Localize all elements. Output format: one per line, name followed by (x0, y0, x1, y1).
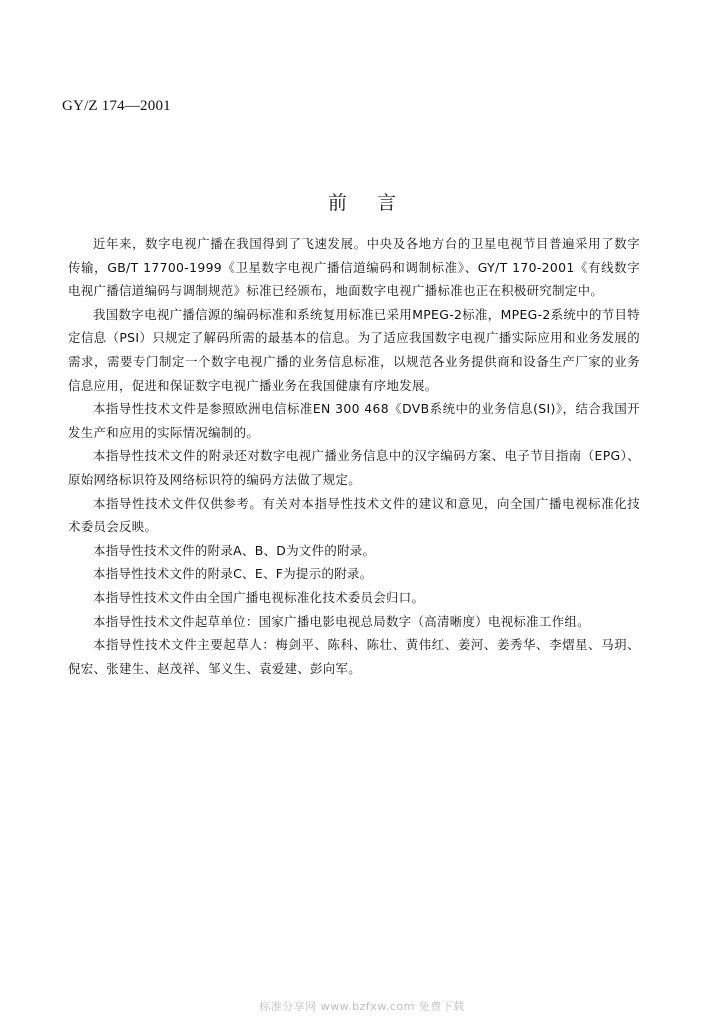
standard-code: GY/Z 174—2001 (62, 98, 171, 114)
paragraph: 本指导性技术文件仅供参考。有关对本指导性技术文件的建议和意见，向全国广播电视标准化技术委员会反映。 (68, 495, 640, 535)
paragraph: 本指导性技术文件是参照欧洲电信标准EN 300 468《DVB系统中的业务信息(SI)》，结合我国开发生产和应用的实际情况编制的。 (68, 401, 640, 440)
paragraph: 本指导性技术文件的附录C、E、F为提示的附录。 (93, 566, 373, 582)
paragraph: 本指导性技术文件的附录A、B、D为文件的附录。 (93, 542, 376, 558)
page-title: 前言 (327, 192, 426, 214)
paragraph: 近年来，数字电视广播在我国得到了飞速发展。中央及各地方台的卫星电视节目普遍采用了数字传输，GB/T 17700-1999《卫星数字电视广播信道编码和调制标准》、GY/T 170-2001《有线数字电视广播信道编码与调制规范》标准已经颁布，地面数字电视广播标准也正在积极研究制定中。 (68, 236, 640, 299)
paragraph: 本指导性技术文件由全国广播电视标准化技术委员会归口。 (93, 589, 425, 605)
paragraph: 本指导性技术文件主要起草人：梅剑平、陈科、陈壮、黄伟红、姜河、姜秀华、李熠星、马玥、倪宏、张建生、赵茂祥、邹义生、袁爱建、彭向军。 (68, 637, 640, 676)
watermark-footer: 标准分享网 www.bzfxw.com 免费下载 (259, 1000, 465, 1013)
paragraph: 我国数字电视广播信源的编码标准和系统复用标准已采用MPEG-2标准，MPEG-2系统中的节目特定信息（PSI）只规定了解码所需的最基本的信息。为了适应我国数字电视广播实际应用和业务发展的需求，需要专门制定一个数字电视广播的业务信息标准，以规范各业务提供商和设备生产厂家的业务信息应用，促进和保证数字电视广播业务在我国健康有序地发展。 (68, 306, 640, 393)
paragraph: 本指导性技术文件的附录还对数字电视广播业务信息中的汉字编码方案、电子节目指南（EPG）、原始网络标识符及网络标识符的编码方法做了规定。 (68, 448, 640, 487)
paragraph: 本指导性技术文件起草单位：国家广播电影电视总局数字（高清晰度）电视标准工作组。 (93, 613, 590, 629)
foreword-body (68, 232, 640, 680)
